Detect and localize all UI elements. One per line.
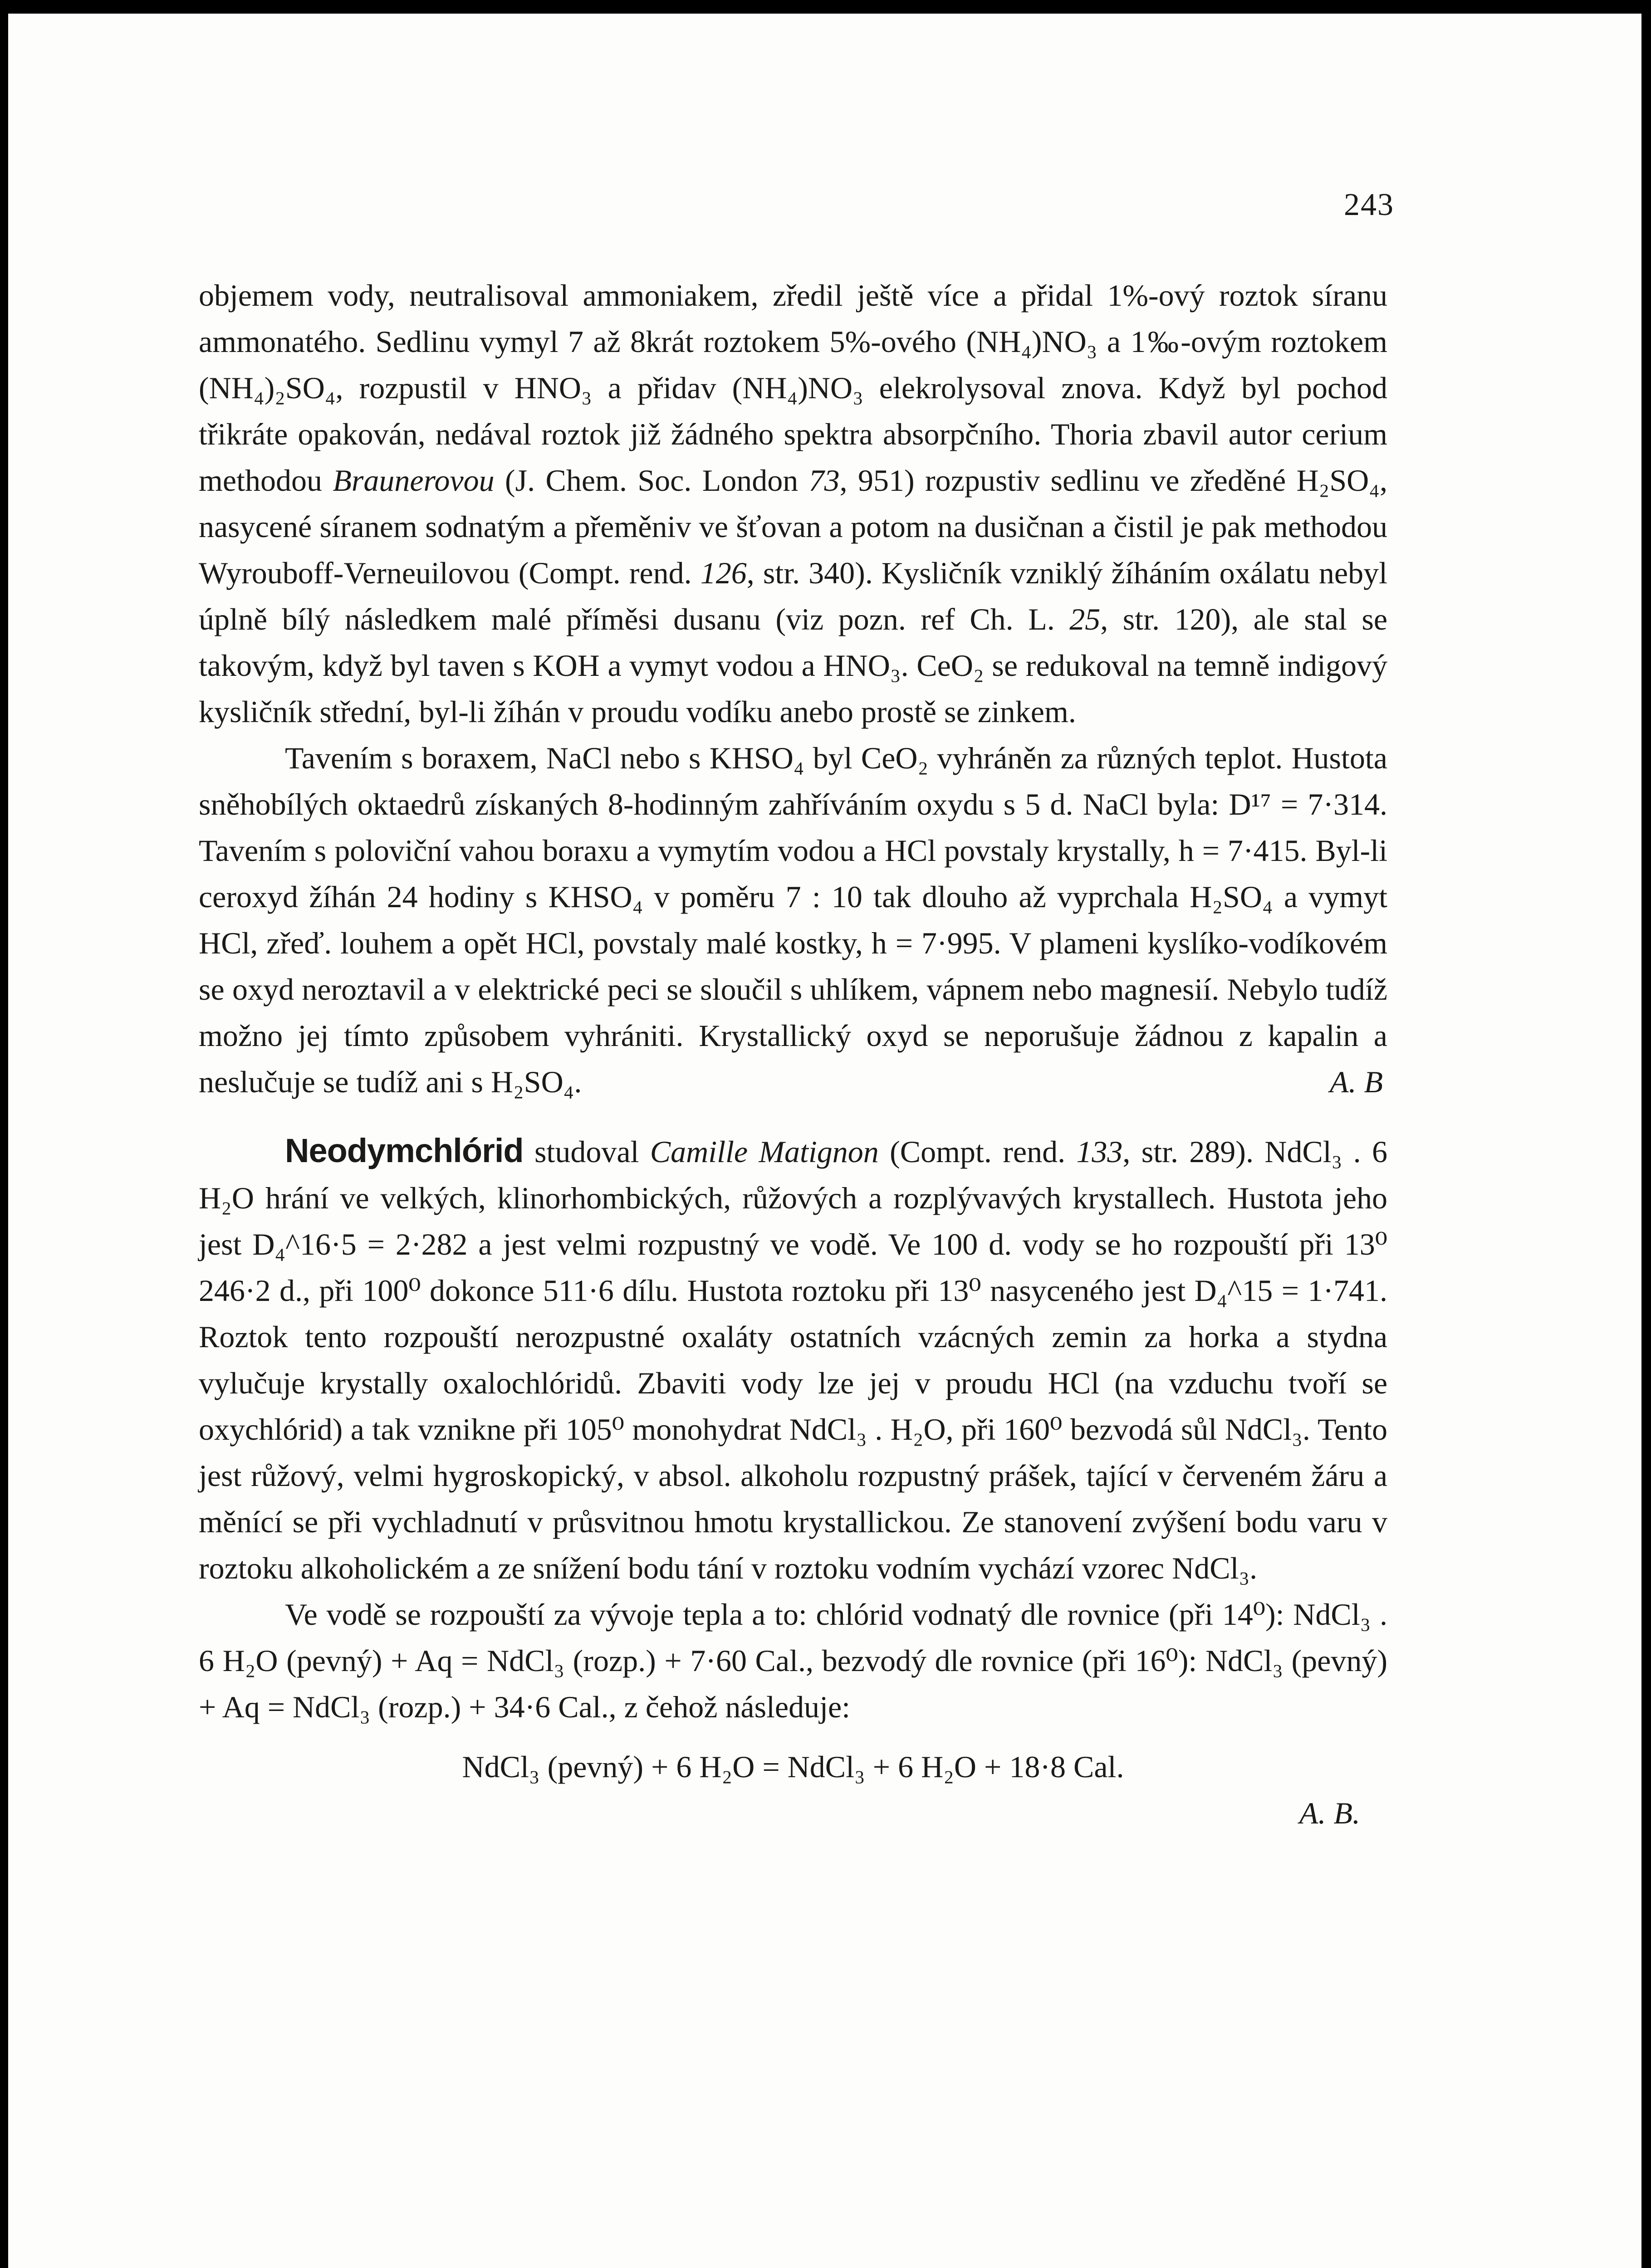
- author-signature: A. B: [1329, 1065, 1383, 1099]
- text-run: Tavením s boraxem, NaCl nebo s KHSO₄ byl CeO₂ vyhráněn za různých teplot. Hustota sněhobílých oktaedrů získaných 8-hodinným zahříváním oxydu s 5 d. NaCl byla: D¹⁷ = 7·314. Tavením s poloviční vahou boraxu a vymytím vodou a HCl povstaly krystally, h = 7·415. Byl-li ceroxyd žíhán 24 hodiny s KHSO₄ v poměru 7 : 10 tak dlouho až vyprchala H₂SO₄ a vymyt HCl, zřeď. louhem a opět HCl, povstaly malé kostky, h = 7·995. V plameni kyslíko-vodíkovém se oxyd neroztavil a v elektrické peci se sloučil s uhlíkem, vápnem nebo magnesií. Nebylo tudíž možno jej tímto způsobem vyhrániti. Krystallický oxyd se neporušuje žádnou z kapalin a neslučuje se tudíž ani s H₂SO₄.: [199, 741, 1387, 1099]
- volume-number: 25: [1069, 602, 1101, 636]
- volume-number: 126: [700, 556, 747, 590]
- section-heading: Neodymchlórid: [285, 1132, 524, 1169]
- text-run: (Compt. rend.: [890, 1134, 1066, 1169]
- text-run: , str. 120), ale stal se takovým, když byl taven s KOH a vymyt vodou a HNO₃. CeO₂ se redukoval na temně indigový kysličník střední, byl-li žíhán v proudu vodíku anebo prostě se zinkem.: [199, 602, 1387, 729]
- paragraph-dissolution: [199, 1591, 1387, 1730]
- text-run: (J. Chem. Soc. London: [505, 463, 799, 498]
- page-number: 243: [1344, 187, 1394, 222]
- paragraph-thoria: [199, 272, 1387, 735]
- text-run: , str. 340). Kysličník vzniklý žíháním oxálatu nebyl úplně bílý následkem malé příměsi dusanu (viz pozn. ref Ch. L.: [199, 556, 1387, 636]
- paragraph-neodymchlorid: [199, 1128, 1387, 1591]
- text-run: , str. 289). NdCl₃ . 6 H₂O hrání ve velkých, klinorhombických, růžových a rozplývavých krystallech. Hustota jeho jest D₄^16·5 = 2·282 a jest velmi rozpustný ve vodě. Ve 100 d. vody se ho rozpouští při 13⁰ 246·2 d., při 100⁰ dokonce 511·6 dílu. Hustota roztoku při 13⁰ nasyceného jest D₄^15 = 1·741. Roztok tento rozpouští nerozpustné oxaláty ostatních vzácných zemin za horka a stydna vylučuje krystally oxalochlóridů. Zbaviti vody lze jej v proudu HCl (na vzduchu tvoří se oxychlórid) a tak vznikne při 105⁰ monohydrat NdCl₃ . H₂O, při 160⁰ bezvodá sůl NdCl₃. Tento jest růžový, velmi hygroskopický, v absol. alkoholu rozpustný prášek, tající v červeném žáru a měnící se při vychladnutí v průsvitnou hmotu krystallickou. Ze stanovení zvýšení bodu varu v roztoku alkoholickém a ze snížení bodu tání v roztoku vodním vychází vzorec NdCl₃.: [199, 1134, 1387, 1585]
- text-run: Ve vodě se rozpouští za vývoje tepla a to: chlórid vodnatý dle rovnice (při 14⁰): NdCl₃ . 6 H₂O (pevný) + Aq = NdCl₃ (rozp.) + 7·60 Cal., bezvodý dle rovnice (při 16⁰): NdCl₃ (pevný) + Aq = NdCl₃ (rozp.) + 34·6 Cal., z čehož následuje:: [199, 1597, 1387, 1724]
- text-run: studoval: [534, 1134, 639, 1169]
- document-page: [8, 14, 1641, 2268]
- equation: NdCl₃ (pevný) + 6 H₂O = NdCl₃ + 6 H₂O + 18·8 Cal.: [462, 1750, 1124, 1784]
- volume-number: 133: [1076, 1134, 1123, 1169]
- person-name: Camille Matignon: [650, 1134, 879, 1169]
- person-name: Braunerovou: [333, 463, 495, 498]
- text-run: , 951) rozpustiv sedlinu ve zředěné H₂SO₄, nasycené síranem sodnatým a přeměniv ve šťovan a potom na dusičnan a čistil je pak methodou Wyrouboff-Verneuilovou (Compt. rend.: [199, 463, 1387, 590]
- author-signature: A. B.: [1299, 1796, 1360, 1830]
- paragraph-ceroxyd: [199, 735, 1387, 1105]
- text-body: [199, 272, 1387, 1836]
- text-run: objemem vody, neutralisoval ammoniakem, zředil ještě více a přidal 1%-ový roztok síranu ammonatého. Sedlinu vymyl 7 až 8krát roztokem 5%-ového (NH₄)NO₃ a 1‰-ovým roztokem (NH₄)₂SO₄, rozpustil v HNO₃ a přidav (NH₄)NO₃ elekrolysoval znova. Když byl pochod třikráte opakován, nedával roztok již žádného spektra absorpčního. Thoria zbavil autor cerium methodou: [199, 278, 1387, 498]
- volume-number: 73: [808, 463, 840, 498]
